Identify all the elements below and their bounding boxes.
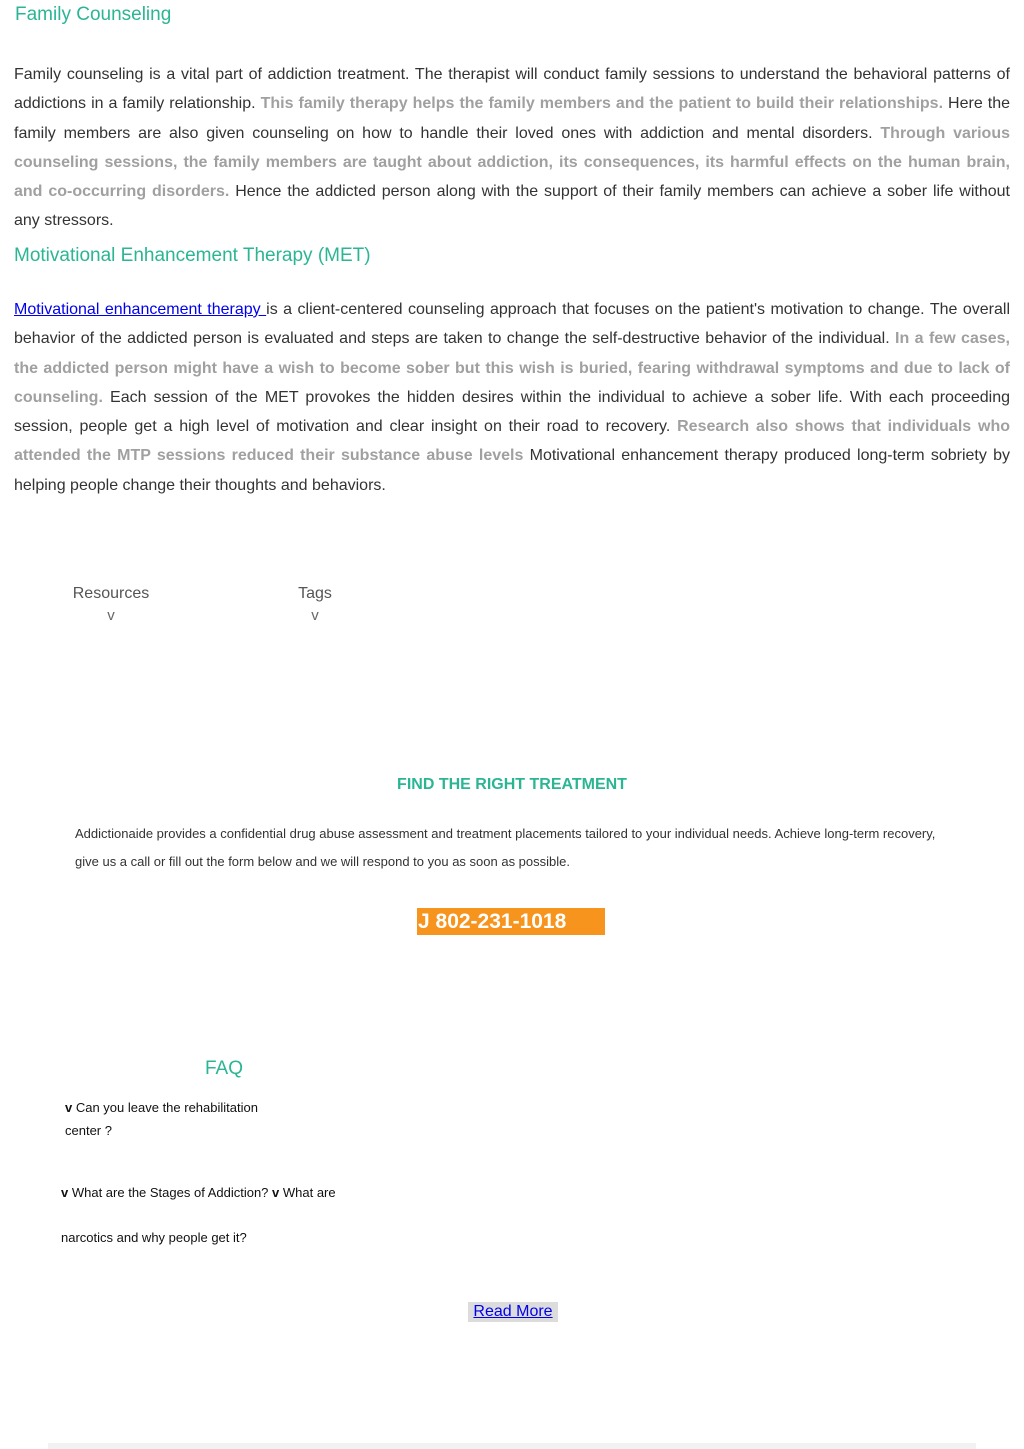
met-heading: Motivational Enhancement Therapy (MET) [14,245,371,266]
met-paragraph [14,295,1010,500]
met-link[interactable]: Motivational enhancement therapy [14,301,267,318]
faq-item-leave-rehab[interactable] [65,1096,285,1142]
faq-bullet-icon: v [272,1185,280,1200]
met-text-3: Motivational enhancement therapy produced long-term sobriety by helping people change their thoughts and behaviors. [14,447,1010,494]
faq-question-3a: What are [279,1185,336,1200]
tags-dropdown[interactable] [290,585,340,624]
tags-chevron-icon: v [311,607,319,624]
resources-dropdown[interactable] [69,585,153,624]
footer-divider [48,1443,976,1449]
family-counseling-paragraph [14,60,1010,236]
met-highlight-2: Research also shows that individuals who attended the MTP sessions reduced their substance abuse levels [14,418,1011,465]
faq-question-1: Can you leave the rehabilitation center ? [65,1100,258,1138]
family-highlight-1: This family therapy helps the family members and the patient to build their relationships. [260,95,944,113]
faq-bullet-icon: v [65,1100,73,1115]
faq-heading: FAQ [205,1058,244,1079]
read-more-container [468,1302,558,1322]
resources-label: Resources [72,585,150,602]
family-highlight-2: Through various counseling sessions, the family members are taught about addiction, its consequences, its harmful effects on the human brain, and co-occurring disorders. [14,124,1011,201]
find-treatment-description: Addictionaide provides a confidential drug abuse assessment and treatment placements tailored to your individual needs. Achieve long-term recovery, give us a call or fill out the form below and we will respond to you as soon as possible. [75,826,936,869]
faq-question-3b: narcotics and why people get it? [61,1230,247,1245]
resources-chevron-icon: v [107,607,115,624]
met-text-1: is a client-centered counseling approach that focuses on the patient's motivation to change. The overall behavior of the addicted person is evaluated and steps are taken to change the self-destructive behavior of the individual. [14,301,1010,348]
family-text-1: Family counseling is a vital part of addiction treatment. The therapist will conduct family sessions to understand the behavioral patterns of addictions in a family relationship. [14,66,1010,113]
family-counseling-heading: Family Counseling [15,4,172,25]
faq-item-stages-narcotics[interactable] [61,1181,381,1249]
faq-bullet-icon: v [61,1185,69,1200]
find-treatment-heading: FIND THE RIGHT TREATMENT [397,776,627,793]
met-text-2: Each session of the MET provokes the hidden desires within the individual to achieve a sober life. With each proceeding session, people get a high level of motivation and clear insight on their road to recovery. [14,388,1010,436]
faq-question-2: What are the Stages of Addiction? [68,1185,273,1200]
family-text-2: Here the family members are also given counseling on how to handle their loved ones with addiction and mental disorders. [14,95,1010,142]
tags-label: Tags [298,585,332,602]
read-more-link[interactable]: Read More [473,1303,553,1320]
faq-line-1 [61,1181,381,1204]
call-phone-button[interactable]: J 802-231-1018 [417,908,605,935]
family-text-3: Hence the addicted person along with the support of their family members can achieve a sober life without any stressors. [14,183,1010,230]
met-highlight-1: In a few cases, the addicted person might have a wish to become sober but this wish is buried, fearing withdrawal symptoms and due to lack of counseling. [14,330,1010,406]
